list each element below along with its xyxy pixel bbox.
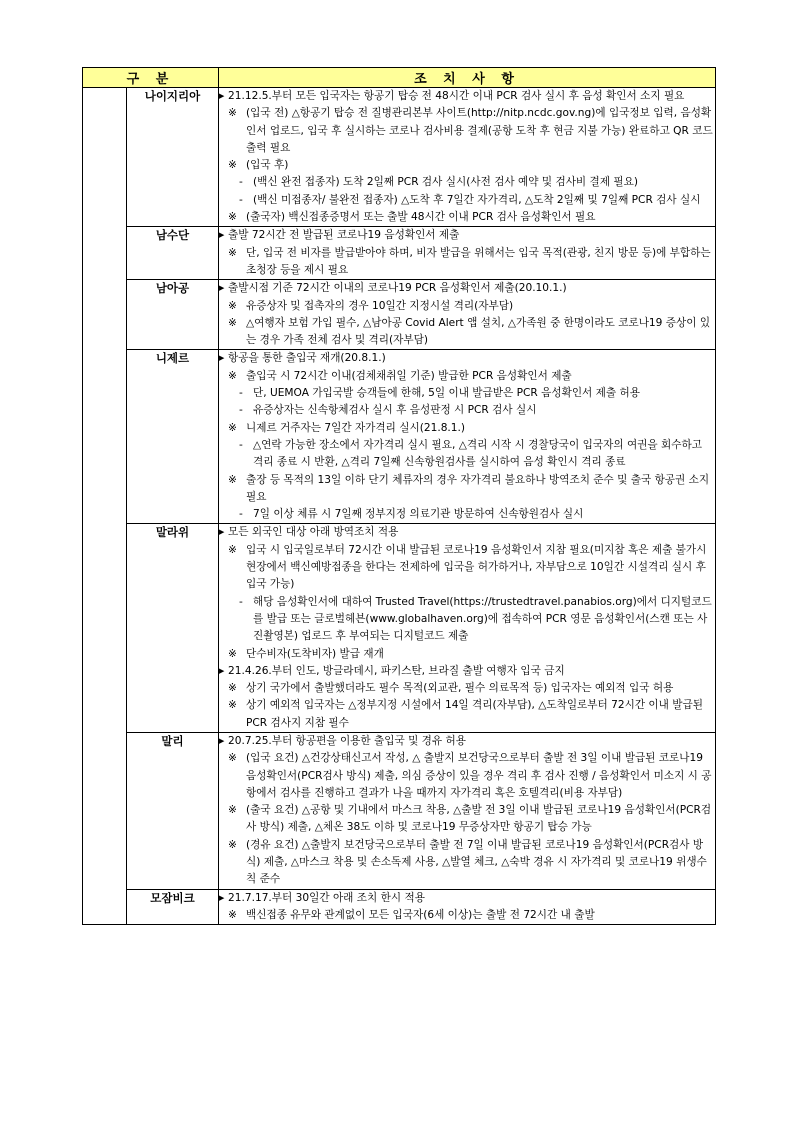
reference-mark-icon: ※ — [228, 159, 237, 172]
triangle-bullet-icon: ▶ — [219, 92, 225, 100]
measures-cell — [219, 227, 716, 280]
country-name: 니제르 — [127, 350, 219, 524]
note-item — [219, 157, 715, 174]
reference-mark-icon: ※ — [228, 908, 237, 921]
item-text: 항공을 통한 출입국 재개(20.8.1.) — [228, 352, 386, 365]
item-text: 21.12.5.부터 모든 입국자는 항공기 탑승 전 48시간 이내 PCR 검사 실시 후 음성 확인서 소지 필요 — [228, 90, 685, 102]
item-text: 단수비자(도착비자) 발급 재개 — [246, 647, 384, 660]
measures-cell — [219, 732, 716, 889]
table-row — [83, 889, 716, 925]
reference-mark-icon: ※ — [228, 752, 237, 765]
country-name: 남아공 — [127, 280, 219, 350]
dash-item — [219, 385, 715, 402]
dash-icon: - — [239, 176, 243, 189]
note-item — [219, 680, 715, 697]
dash-icon: - — [239, 508, 243, 521]
note-item — [219, 837, 715, 889]
note-item — [219, 245, 715, 280]
table-row — [83, 350, 716, 524]
dash-item — [219, 192, 715, 209]
dash-item — [219, 506, 715, 523]
note-item — [219, 697, 715, 732]
item-text: 모든 외국인 대상 아래 방역조치 적용 — [228, 526, 399, 539]
bullet-item — [219, 733, 715, 750]
item-text: 상기 국가에서 출발했더라도 필수 목적(외교관, 필수 의료목적 등) 입국자는 예외적 입국 허용 — [246, 682, 674, 695]
item-text: 출장 등 목적의 13일 이하 단기 체류자의 경우 자가격리 불요하나 방역조치 준수 및 출국 항공권 소지 필요 — [246, 473, 710, 503]
note-item — [219, 298, 715, 315]
country-name: 나이지리아 — [127, 88, 219, 227]
note-item — [219, 368, 715, 385]
item-text: 21.4.26.부터 인도, 방글라데시, 파키스탄, 브라질 출발 여행자 입국 금지 — [228, 664, 565, 677]
country-name: 말라위 — [127, 524, 219, 733]
table-row — [83, 732, 716, 889]
bullet-item — [219, 350, 715, 367]
dash-icon: - — [239, 387, 243, 400]
note-item — [219, 907, 715, 924]
item-text: (출국자) 백신접종증명서 또는 출발 48시간 이내 PCR 검사 음성확인서 필요 — [246, 211, 596, 224]
triangle-bullet-icon: ▶ — [219, 231, 225, 240]
note-item — [219, 542, 715, 594]
reference-mark-icon: ※ — [228, 838, 237, 851]
country-name: 말리 — [127, 732, 219, 889]
note-item — [219, 472, 715, 507]
item-text: (백신 미접종자/ 불완전 접종자) △도착 후 7일간 자가격리, △도착 2일째 및 7일째 PCR 검사 실시 — [253, 193, 701, 206]
dash-item — [219, 402, 715, 419]
item-text: 입국 시 입국일로부터 72시간 이내 발급된 코로나19 음성확인서 지참 필요(미지참 혹은 제출 불가시 현장에서 백신예방접종을 한다는 전제하에 입국을 허가하거나, 자부담으로 10일간 시설격리 실시 후 입국 가능) — [246, 543, 707, 591]
item-text: 단, UEMOA 가입국발 승객들에 한해, 5일 이내 발급받은 PCR 음성확인서 제출 허용 — [253, 387, 640, 400]
bullet-item — [219, 227, 715, 244]
item-text: 출발 72시간 전 발급된 코로나19 음성확인서 제출 — [228, 229, 460, 242]
blank-cell — [83, 227, 127, 280]
country-name: 모잠비크 — [127, 889, 219, 925]
reference-mark-icon: ※ — [228, 299, 237, 312]
item-text: 유증상자는 신속항체검사 실시 후 음성판정 시 PCR 검사 실시 — [253, 404, 537, 417]
item-text: (입국 요건) △건강상태신고서 작성, △ 출발지 보건당국으로부터 출발 전 3일 이내 발급된 코로나19 음성확인서(PCR검사 방식) 제출, 의심 증상이 있을 경우 격리 후 검사 진행 / 음성확인서 미소지 시 공항에서 검사를 진행하고 결과가 나올 때까지 자가격리 혹은 호텔격리(비용 자부담) — [246, 752, 712, 799]
reference-mark-icon: ※ — [228, 369, 237, 382]
item-text: △여행자 보험 가입 필수, △남아공 Covid Alert 앱 설치, △가족원 중 한명이라도 코로나19 증상이 있는 경우 가족 전체 검사 및 격리(자부담) — [246, 316, 711, 347]
measures-cell — [219, 524, 716, 733]
item-text: (출국 요건) △공항 및 기내에서 마스크 착용, △출발 전 3일 이내 발급된 코로나19 음성확인서(PCR검사 방식) 제출, △체온 38도 이하 및 코로나19 무증상자만 항공기 탑승 가능 — [246, 804, 712, 834]
reference-mark-icon: ※ — [228, 473, 237, 486]
blank-cell — [83, 524, 127, 733]
item-text: 출발시점 기준 72시간 이내의 코로나19 PCR 음성확인서 제출(20.10.1.) — [228, 282, 567, 295]
item-text: 백신접종 유무와 관계없이 모든 입국자(6세 이상)는 출발 전 72시간 내 출발 — [246, 908, 595, 921]
reference-mark-icon: ※ — [228, 316, 237, 329]
note-item — [219, 209, 715, 226]
note-item — [219, 105, 715, 157]
triangle-bullet-icon: ▶ — [219, 666, 225, 675]
item-text: (입국 전) △항공기 탑승 전 질병관리본부 사이트(http://nitp.ncdc.gov.ng)에 입국정보 입력, 음성확인서 업로드, 입국 후 실시하는 코로나 검사비용 결제(공항 도착 후 현금 지불 가능) 완료하고 QR 코드 출력 필요 — [246, 107, 713, 154]
reference-mark-icon: ※ — [228, 699, 237, 712]
item-text: 21.7.17.부터 30일간 아래 조치 한시 적용 — [228, 891, 425, 904]
triangle-bullet-icon: ▶ — [219, 736, 225, 745]
header-category: 구 분 — [83, 68, 219, 88]
measures-cell — [219, 350, 716, 524]
triangle-bullet-icon: ▶ — [219, 284, 225, 293]
note-item — [219, 420, 715, 437]
item-text: △연락 가능한 장소에서 자가격리 실시 필요, △격리 시작 시 경찰당국이 입국자의 여권을 회수하고 격리 종료 시 반환, △격리 7일째 신속항원검사를 실시하여 음성 확인시 격리 종료 — [253, 438, 702, 469]
item-text: 상기 예외적 입국자는 △정부지정 시설에서 14일 격리(자부담), △도착일로부터 72시간 이내 발급된 PCR 검사지 지참 필수 — [246, 699, 703, 729]
reference-mark-icon: ※ — [228, 107, 237, 120]
item-text: 20.7.25.부터 항공편을 이용한 출입국 및 경유 허용 — [228, 734, 466, 747]
note-item — [219, 802, 715, 837]
bullet-item — [219, 890, 715, 907]
table-row — [83, 227, 716, 280]
item-text: 해당 음성확인서에 대하여 Trusted Travel(https://trustedtravel.panabios.org)에서 디지털코드를 발급 또는 글로벌헤븐(www.globalhaven.org)에 접속하여 PCR 영문 음성확인서(스캔 또는 사진촬영본) 업로드 후 부여되는 디지털코드 제출 — [253, 595, 712, 643]
reference-mark-icon: ※ — [228, 647, 237, 660]
reference-mark-icon: ※ — [228, 543, 237, 556]
bullet-item — [219, 663, 715, 680]
item-text: 유증상자 및 접촉자의 경우 10일간 지정시설 격리(자부담) — [246, 299, 514, 312]
note-item — [219, 750, 715, 802]
triangle-bullet-icon: ▶ — [219, 893, 225, 902]
table-row — [83, 88, 716, 227]
reference-mark-icon: ※ — [228, 804, 237, 817]
item-text: (경유 요건) △출발지 보건당국으로부터 출발 전 7일 이내 발급된 코로나19 음성확인서(PCR검사 방식) 제출, △마스크 착용 및 손소독제 사용, △발열 체크, △숙박 경유 시 자가격리 및 코로나19 위생수칙 준수 — [246, 838, 707, 886]
item-text: 단, 입국 전 비자를 발급받아야 하며, 비자 발급을 위해서는 입국 목적(관광, 친지 방문 등)에 부합하는 초청장 등을 제시 필요 — [246, 246, 711, 276]
blank-cell — [83, 350, 127, 524]
item-text: (백신 완전 접종자) 도착 2일째 PCR 검사 실시(사전 검사 예약 및 검사비 결제 필요) — [253, 176, 638, 189]
blank-cell — [83, 88, 127, 227]
dash-item — [219, 174, 715, 191]
dash-item — [219, 437, 715, 472]
note-item — [219, 646, 715, 663]
item-text: 7일 이상 체류 시 7일째 정부지정 의료기관 방문하여 신속항원검사 실시 — [253, 508, 584, 521]
measures-cell — [219, 889, 716, 925]
bullet-item — [219, 88, 715, 105]
table-row — [83, 524, 716, 733]
triangle-bullet-icon: ▶ — [219, 354, 225, 363]
reference-mark-icon: ※ — [228, 421, 237, 434]
header-measures: 조 치 사 항 — [219, 68, 716, 88]
reference-mark-icon: ※ — [228, 211, 237, 224]
item-text: 출입국 시 72시간 이내(검체채취일 기준) 발급한 PCR 음성확인서 제출 — [246, 369, 572, 382]
country-name: 남수단 — [127, 227, 219, 280]
measures-cell — [219, 88, 716, 227]
bullet-item — [219, 524, 715, 541]
measures-cell — [219, 280, 716, 350]
bullet-item — [219, 280, 715, 297]
dash-icon: - — [239, 595, 243, 608]
reference-mark-icon: ※ — [228, 682, 237, 695]
dash-item — [219, 594, 715, 646]
note-item — [219, 315, 715, 350]
dash-icon: - — [239, 193, 243, 206]
blank-cell — [83, 280, 127, 350]
item-text: (입국 후) — [246, 159, 289, 172]
triangle-bullet-icon: ▶ — [219, 528, 225, 537]
reference-mark-icon: ※ — [228, 246, 237, 259]
dash-icon: - — [239, 404, 243, 417]
measures-table — [82, 67, 716, 925]
blank-cell — [83, 732, 127, 889]
table-row — [83, 280, 716, 350]
table-header-row — [83, 68, 716, 88]
blank-cell — [83, 889, 127, 925]
item-text: 니제르 거주자는 7일간 자가격리 실시(21.8.1.) — [246, 421, 466, 434]
dash-icon: - — [239, 438, 243, 451]
